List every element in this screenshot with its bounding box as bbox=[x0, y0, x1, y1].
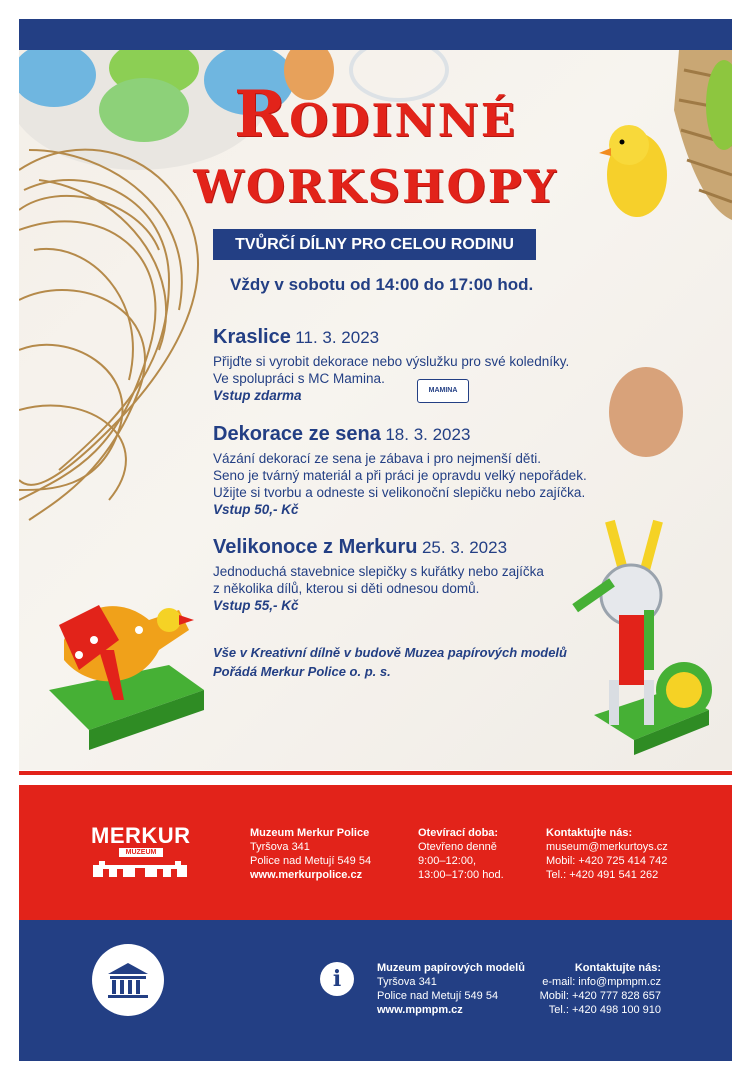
mpm-street: Tyršova 341 bbox=[377, 976, 437, 988]
mpm-mobile: Mobil: +420 777 828 657 bbox=[539, 990, 661, 1002]
event-description-line: Přijďte si vyrobit dekorace nebo výslužku pro své koledníky. bbox=[213, 354, 570, 369]
contact-label: Kontaktujte nás: bbox=[574, 962, 661, 974]
event-date: 11. 3. 2023 bbox=[295, 328, 380, 347]
event-kraslice bbox=[213, 326, 569, 404]
merkur-contact bbox=[546, 826, 668, 882]
location-note-line: Vše v Kreativní dílně v budově Muzea papírových modelů bbox=[213, 645, 567, 660]
mpm-logo bbox=[92, 944, 164, 1016]
hours-line: 13:00–17:00 hod. bbox=[418, 869, 504, 881]
event-title: Kraslice bbox=[213, 326, 291, 348]
event-entry-price: Vstup 55,- Kč bbox=[213, 598, 299, 613]
merkur-museum-info-band bbox=[19, 785, 732, 920]
mpm-city: Police nad Metují 549 54 bbox=[377, 990, 499, 1002]
museum-building-icon bbox=[92, 944, 164, 1016]
mpm-address bbox=[377, 961, 525, 1017]
merkur-street: Tyršova 341 bbox=[250, 841, 310, 853]
event-description-line: z několika dílů, kterou si děti odnesou domů. bbox=[213, 581, 480, 596]
merkur-name: Muzeum Merkur Police bbox=[250, 827, 370, 839]
paper-models-museum-info-band bbox=[19, 920, 732, 1061]
top-band bbox=[19, 19, 732, 50]
brown-egg-icon bbox=[609, 367, 683, 457]
mc-mamina-logo bbox=[417, 379, 469, 403]
info-icon: i bbox=[320, 962, 354, 996]
page-title-line-1: Rodinné bbox=[233, 77, 518, 152]
merkur-mobile: Mobil: +420 725 414 742 bbox=[546, 855, 668, 867]
event-description-line: Jednoduchá stavebnice slepičky s kuřátky nebo zajíčka bbox=[213, 564, 544, 579]
mpm-name: Muzeum papírových modelů bbox=[377, 962, 525, 974]
merkur-email-link[interactable]: museum@merkurtoys.cz bbox=[546, 841, 668, 853]
merkur-hours bbox=[418, 826, 504, 882]
merkur-city: Police nad Metují 549 54 bbox=[250, 855, 372, 867]
hours-line: Otevřeno denně bbox=[418, 841, 497, 853]
organizer-note-line: Pořádá Merkur Police o. p. s. bbox=[213, 664, 391, 679]
event-date: 25. 3. 2023 bbox=[421, 538, 508, 557]
mpm-phone: Tel.: +420 498 100 910 bbox=[548, 1004, 661, 1016]
event-description-line: Ve spolupráci s MC Mamina. bbox=[213, 371, 385, 386]
schedule-text: Vždy v sobotu od 14:00 do 17:00 hod. bbox=[230, 275, 534, 294]
merkur-rabbit-model-icon bbox=[572, 520, 712, 755]
divider-line bbox=[19, 771, 732, 775]
hours-label: Otevírací doba: bbox=[418, 827, 499, 839]
event-date: 18. 3. 2023 bbox=[385, 425, 471, 444]
merkur-logo-sub: MUZEUM bbox=[119, 848, 163, 857]
event-entry-price: Vstup 50,- Kč bbox=[213, 502, 299, 517]
event-velikonoce bbox=[213, 536, 544, 614]
merkur-logo bbox=[91, 825, 191, 875]
merkur-website-link[interactable]: www.merkurpolice.cz bbox=[250, 869, 363, 881]
mpm-contact bbox=[540, 961, 661, 1017]
event-description-line: Seno je tvárný materiál a při práci je opravdu velký nepořádek. bbox=[213, 468, 587, 483]
event-description-line: Užijte si tvorbu a odneste si velikonoční slepičku nebo zajíčka. bbox=[213, 485, 586, 500]
merkur-hen-model-icon bbox=[49, 605, 204, 750]
event-title: Dekorace ze sena bbox=[213, 423, 381, 445]
location-note bbox=[213, 643, 567, 681]
event-dekorace bbox=[213, 423, 587, 518]
page-title-line-2: workshopy bbox=[193, 143, 558, 218]
hours-line: 9:00–12:00, bbox=[418, 855, 477, 867]
merkur-logo-wordmark: MERKUR bbox=[91, 823, 191, 848]
event-title: Velikonoce z Merkuru bbox=[213, 536, 418, 558]
event-entry-price: Vstup zdarma bbox=[213, 388, 302, 403]
event-description-line: Vázání dekorací ze sena je zábava i pro nejmenší děti. bbox=[213, 451, 541, 466]
merkur-building-icon bbox=[91, 857, 189, 877]
contact-label: Kontaktujte nás: bbox=[546, 827, 633, 839]
merkur-address bbox=[250, 826, 371, 882]
mpm-email-link[interactable]: e-mail: info@mpmpm.cz bbox=[542, 976, 661, 988]
subtitle-banner: TVŮRČÍ DÍLNY PRO CELOU RODINU bbox=[213, 229, 536, 260]
mpm-website-link[interactable]: www.mpmpm.cz bbox=[377, 1004, 463, 1016]
merkur-phone: Tel.: +420 491 541 262 bbox=[546, 869, 659, 881]
mc-mamina-logo-text: MAMINA bbox=[428, 387, 458, 394]
